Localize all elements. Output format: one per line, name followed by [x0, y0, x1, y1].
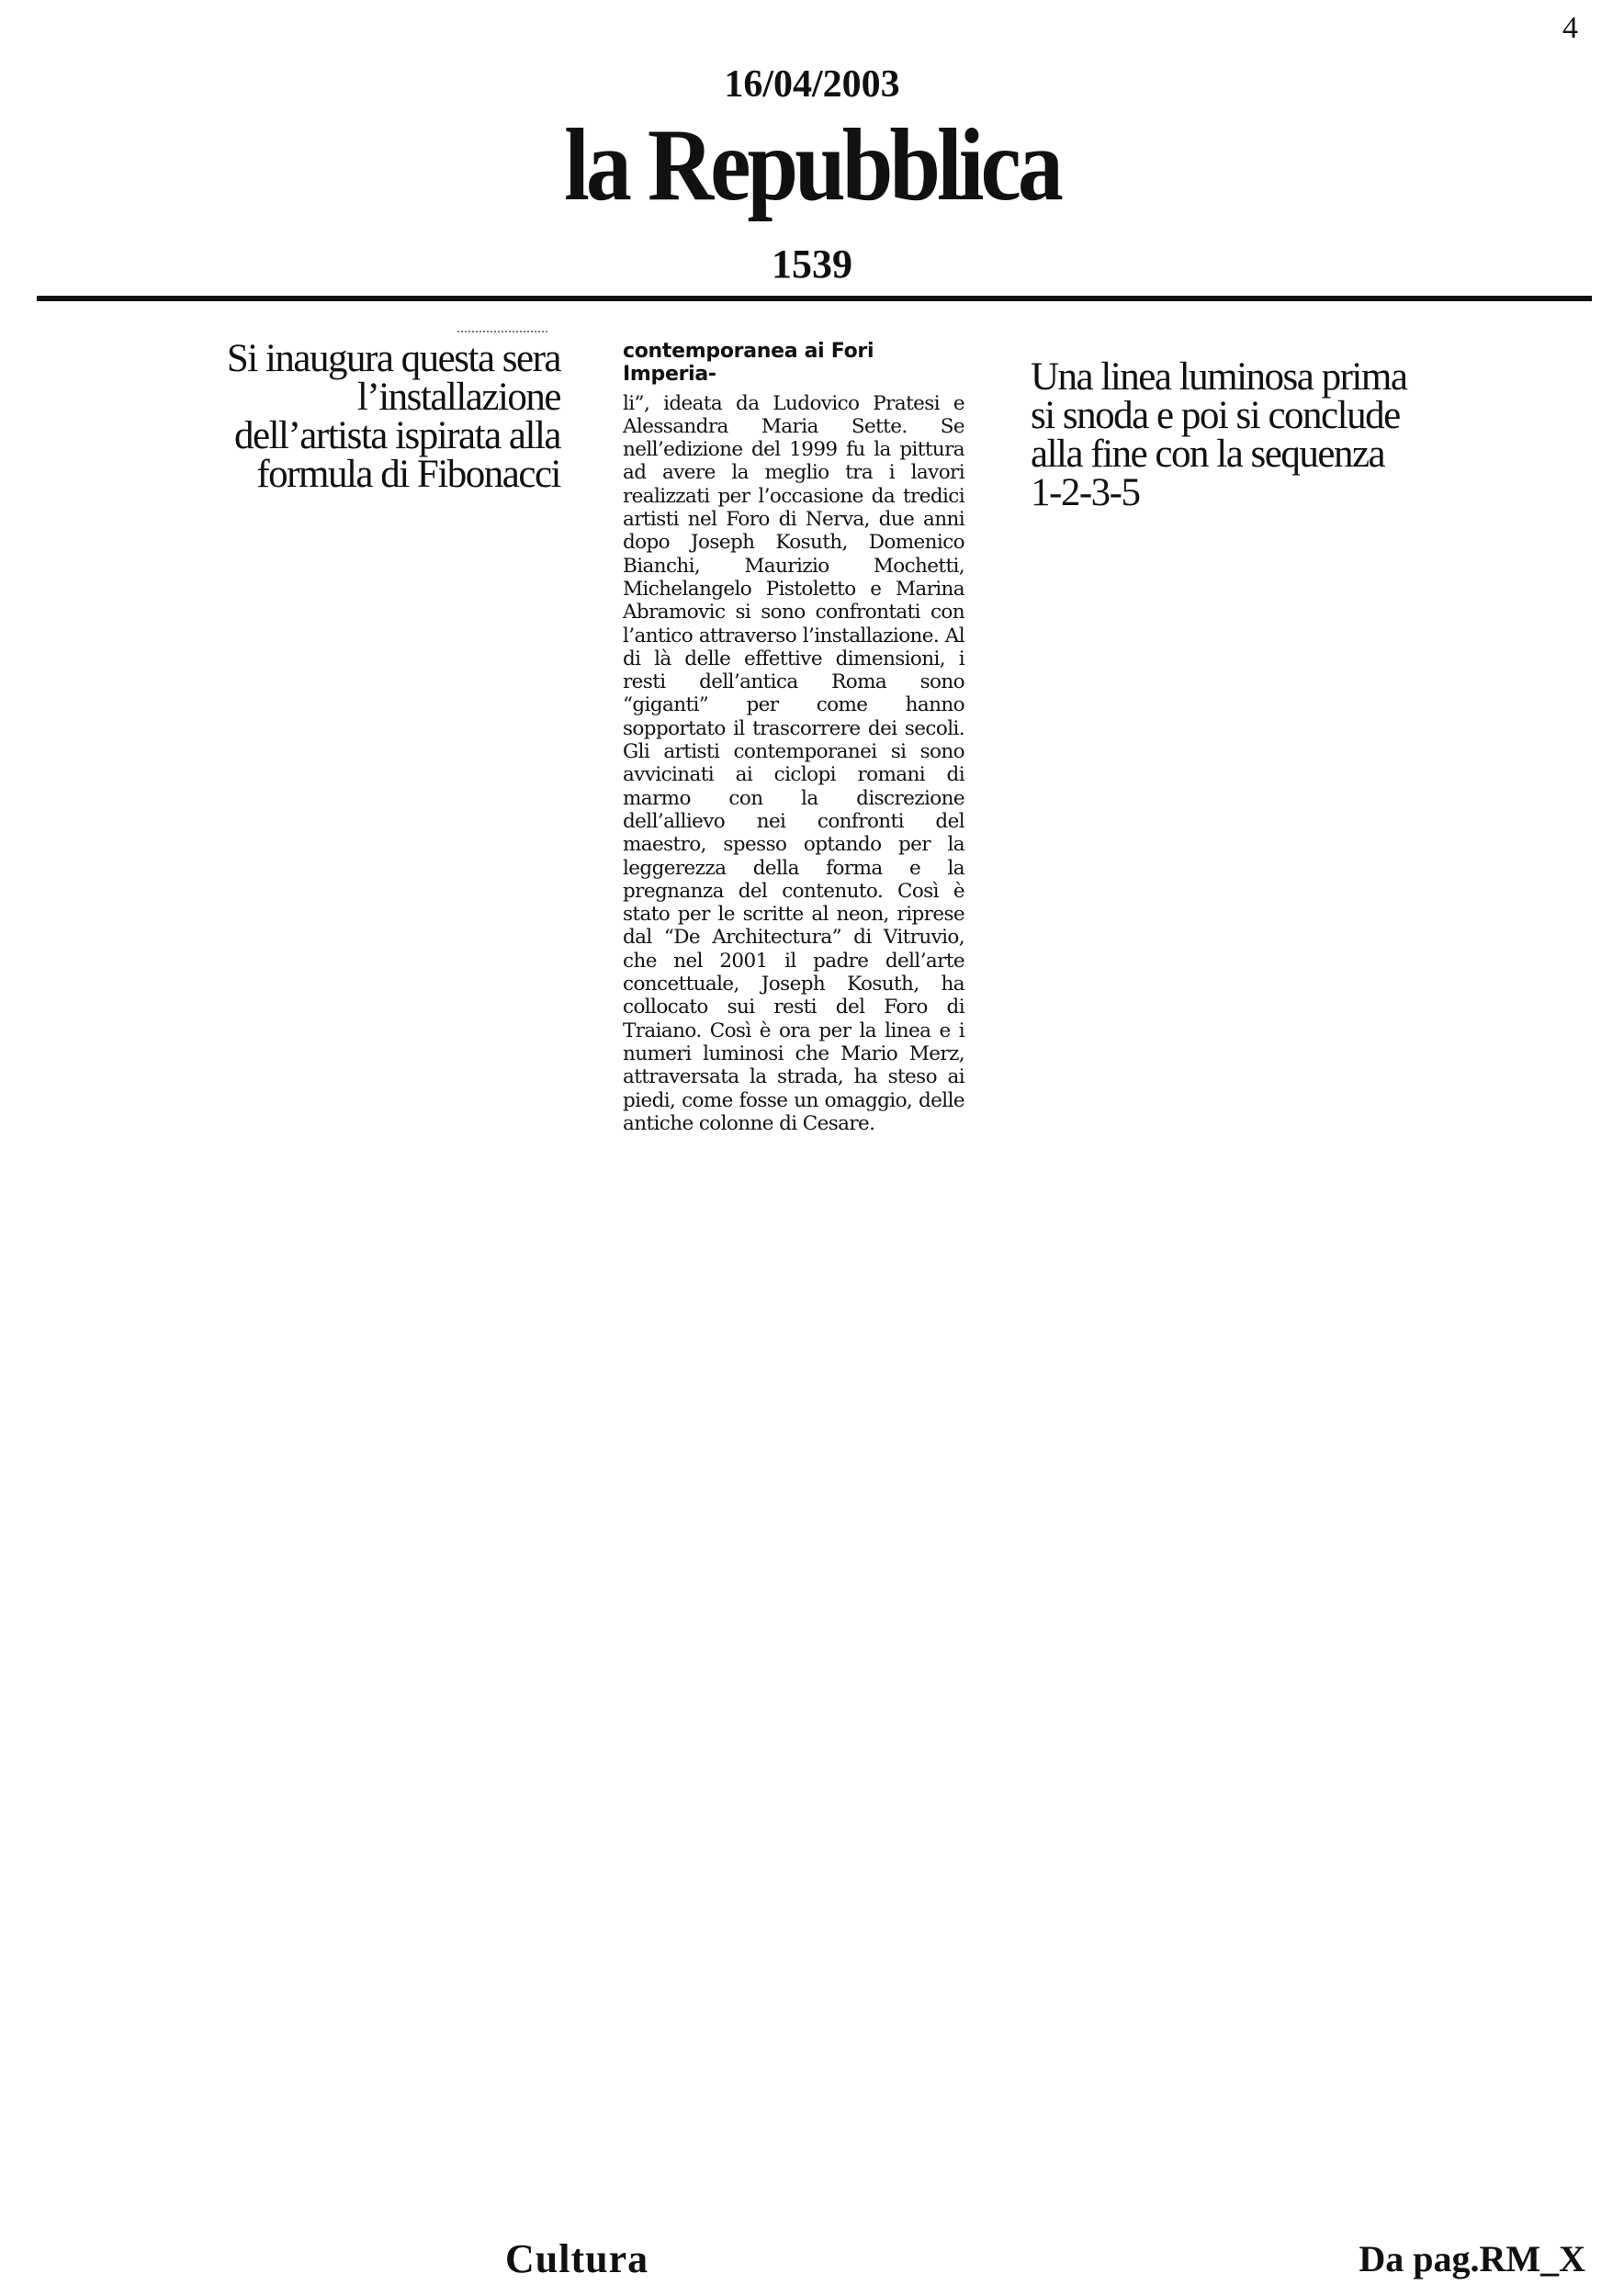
section-label: Cultura — [505, 2236, 649, 2281]
publication-date: 16/04/2003 — [724, 63, 900, 106]
headline-rule — [457, 331, 547, 332]
article-text: li”, ideata da Ludovico Pratesi e Alessandra Maria Sette. Se nell’edizione del 1999 fu la pittura ad avere la meglio tra i lavori realizzati per l’occasione da tredici artisti nel Foro di Nerva, due anni dopo Joseph Kosuth, Domenico Bianchi, Maurizio Mochetti, Michelangelo Pistoletto e Marina Abramovic si sono confrontati con l’antico attraverso l’installazione. Al di là delle effettive dimensioni, i resti dell’antica Roma sono “giganti” per come hanno sopportato il trascorrere dei secoli. Gli artisti contemporanei si sono avvicinati ai ciclopi romani di marmo con la discrezione dell’allievo nei confronti del maestro, spesso optando per la leggerezza della forma e la pregnanza del contenuto. Così è stato per le scritte al neon, riprese dal “De Architectura” di Vitruvio, che nel 2001 il padre dell’arte concettuale, Joseph Kosuth, ha collocato sui resti del Foro di Traiano. Così è ora per la linea e i numeri luminosi che Mario Merz, attraversata la strada, ha steso ai piedi, come fosse un omaggio, delle antiche colonne di Cesare. — [623, 391, 964, 1135]
left-headline: Si inaugura questa sera l’installazione dell’artista ispirata alla formula di Fibonacci — [226, 337, 560, 496]
article-body — [623, 340, 964, 1135]
article-lead-line: contemporanea ai Fori Imperia- — [623, 340, 874, 387]
header-divider — [37, 296, 1592, 301]
right-headline: Una linea luminosa prima si snoda e poi si conclude alla fine con la sequenza 1-2-3-5 — [1031, 355, 1407, 514]
issue-number: 1539 — [772, 242, 852, 287]
source-page-label: Da pag.RM_X — [1359, 2238, 1585, 2279]
newspaper-masthead: la Repubblica — [564, 107, 1060, 222]
page-number: 4 — [1562, 11, 1578, 45]
